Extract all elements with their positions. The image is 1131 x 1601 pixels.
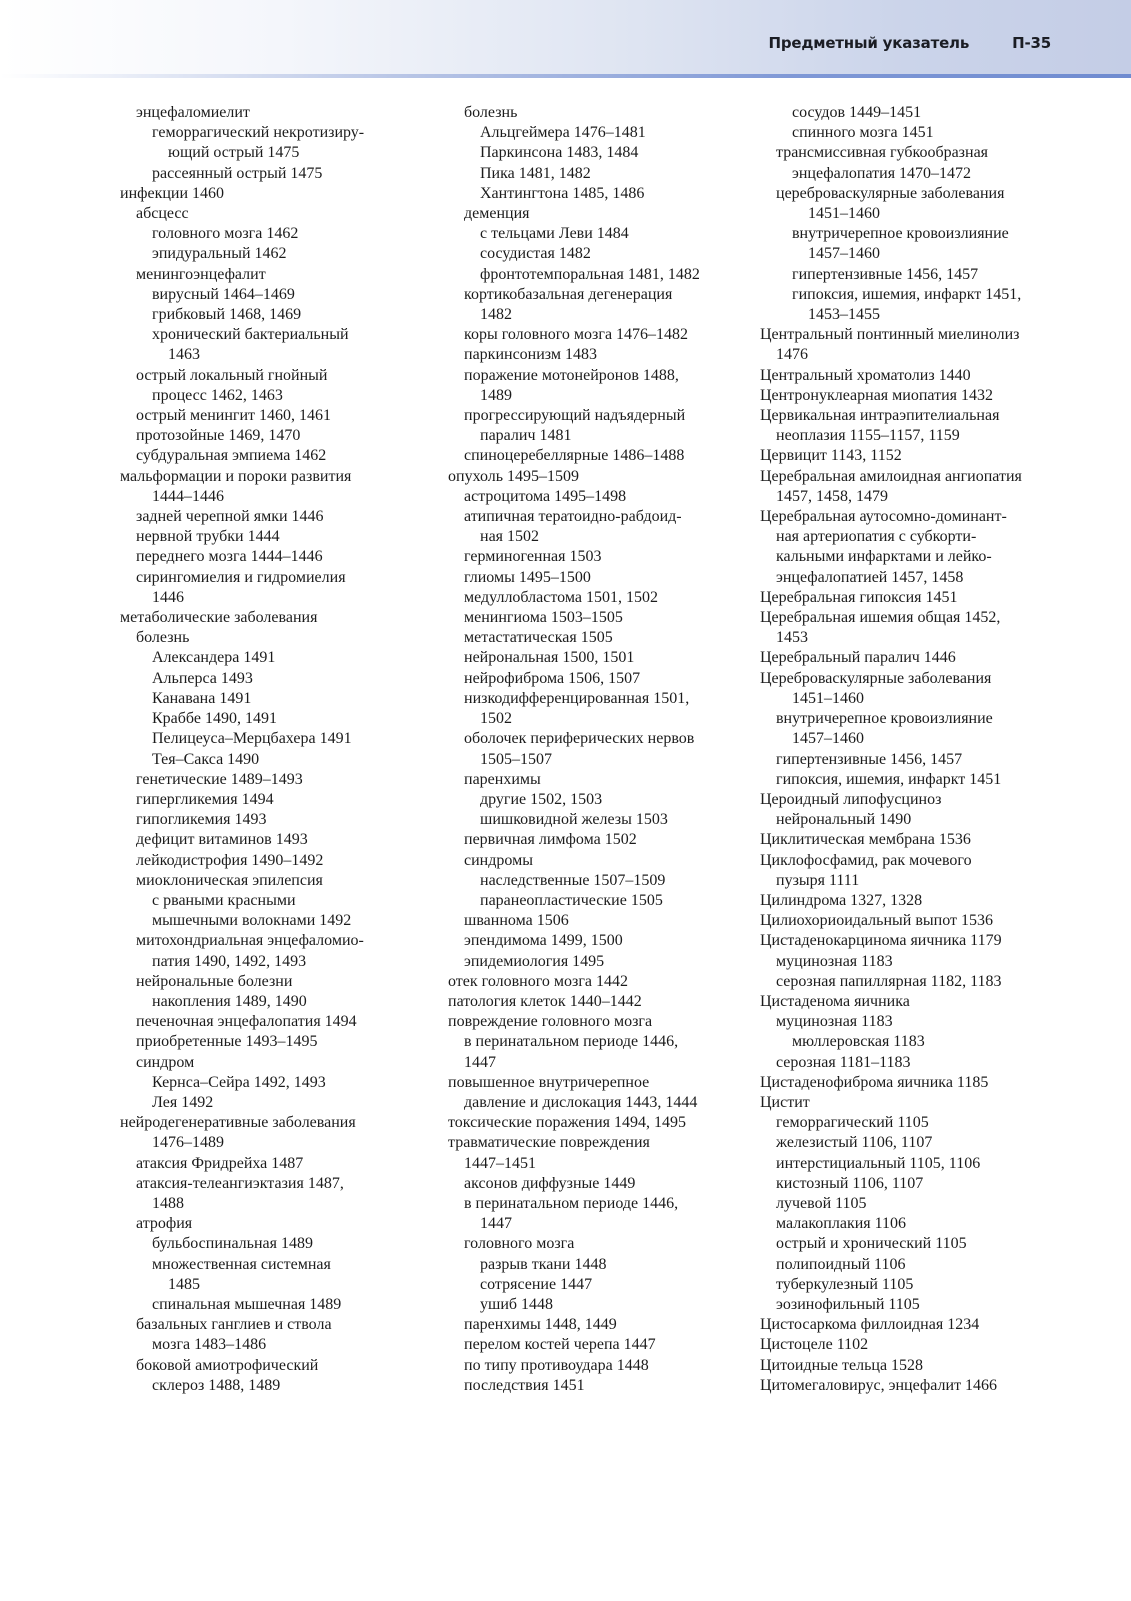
index-entry: Цилиндрома 1327, 1328 <box>760 891 923 909</box>
index-entry: болезнь <box>464 104 518 121</box>
index-entry: атипичная тератоидно-рабдоид- <box>464 508 682 526</box>
index-entry: с рваными красными <box>152 891 296 909</box>
index-entry: Центронуклеарная миопатия 1432 <box>760 386 993 404</box>
index-entry: 1489 <box>480 386 512 404</box>
index-entry: атрофия <box>136 1215 193 1233</box>
index-entry: дефицит витаминов 1493 <box>136 831 308 849</box>
index-entry: шишковидной железы 1503 <box>480 811 668 829</box>
index-entry: Цероидный липофусциноз <box>760 790 942 808</box>
index-entry: первичная лимфома 1502 <box>464 831 637 849</box>
index-entry: нейрональная 1500, 1501 <box>464 649 635 667</box>
running-head <box>768 34 1051 52</box>
index-entry: 1447 <box>464 1053 496 1071</box>
index-entry: Пелицеуса–Мерцбахера 1491 <box>152 730 352 748</box>
index-entry: 1457–1460 <box>808 245 880 263</box>
index-entry: оболочек периферических нервов <box>464 730 695 748</box>
index-entry: шваннома 1506 <box>464 912 569 930</box>
index-entry: менингоэнцефалит <box>136 265 266 283</box>
index-entry: Тея–Сакса 1490 <box>152 750 260 768</box>
index-entry: Лея 1492 <box>152 1093 214 1111</box>
index-entry: печеночная энцефалопатия 1494 <box>136 1013 357 1031</box>
index-entry: Циклитическая мембрана 1536 <box>760 831 971 849</box>
index-entry: Циклофосфамид, рак мочевого <box>760 851 972 869</box>
index-entry: ющий острый 1475 <box>168 144 300 162</box>
index-entry: Церебральная аутосомно-доминант- <box>760 508 1007 526</box>
index-entry: процесс 1462, 1463 <box>152 386 283 404</box>
index-entry: Церебральная амилоидная ангиопатия <box>760 467 1022 485</box>
index-entry: протозойные 1469, 1470 <box>136 427 301 445</box>
index-entry: отек головного мозга 1442 <box>448 972 628 990</box>
index-entry: паркинсонизм 1483 <box>464 346 598 364</box>
index-entry: лейкодистрофия 1490–1492 <box>136 851 324 869</box>
index-entry: кортикобазальная дегенерация <box>464 285 673 303</box>
index-entry: паренхимы <box>464 770 541 788</box>
index-entry: энцефалопатия 1470–1472 <box>792 164 972 182</box>
index-entry: склероз 1488, 1489 <box>152 1376 281 1394</box>
index-entry: миоклоническая эпилепсия <box>136 871 323 889</box>
index-column-1 <box>120 103 432 1396</box>
index-entry: абсцесс <box>136 205 189 223</box>
index-entry: Цервикальная интраэпителиальная <box>760 407 1000 425</box>
index-entry: 1482 <box>480 306 512 324</box>
index-entry: боковой амиотрофический <box>136 1356 319 1374</box>
index-entry: Цереброваскулярные заболевания <box>760 669 992 687</box>
index-entry: Цистосаркома филлоидная 1234 <box>760 1316 980 1334</box>
index-entry: эпендимома 1499, 1500 <box>464 932 623 950</box>
index-entry: Канавана 1491 <box>152 689 252 707</box>
index-entry: патология клеток 1440–1442 <box>448 992 642 1010</box>
index-entry: гипертензивные 1456, 1457 <box>792 265 979 283</box>
index-entry: митохондриальная энцефаломио- <box>136 932 364 950</box>
index-entry: разрыв ткани 1448 <box>480 1255 607 1273</box>
index-entry: гипогликемия 1493 <box>136 811 267 829</box>
index-entry: с тельцами Леви 1484 <box>480 225 629 243</box>
index-entry: аксонов диффузные 1449 <box>464 1174 636 1192</box>
header-rule <box>0 74 1131 78</box>
index-entry: неоплазия 1155–1157, 1159 <box>776 427 960 445</box>
index-entry: Цилиохориоидальный выпот 1536 <box>760 912 993 930</box>
index-entry: Цистоцеле 1102 <box>760 1336 869 1354</box>
index-entry: хронический бактериальный <box>152 326 349 344</box>
index-entry: нейрональные болезни <box>136 972 293 990</box>
index-entry: атаксия Фридрейха 1487 <box>136 1154 304 1172</box>
index-entry: приобретенные 1493–1495 <box>136 1033 318 1051</box>
index-entry: Центральный понтинный миелинолиз <box>760 326 1020 344</box>
index-entry: повреждение головного мозга <box>448 1013 653 1031</box>
index-entry: пузыря 1111 <box>776 871 860 889</box>
index-entry: сотрясение 1447 <box>480 1275 593 1293</box>
index-entry: сирингомиелия и гидромиелия <box>136 568 346 586</box>
index-entry: полипоидный 1106 <box>776 1255 906 1273</box>
index-entry: 1447–1451 <box>464 1154 536 1172</box>
index-entry: в перинатальном периоде 1446, <box>464 1194 679 1212</box>
index-entry: паренхимы 1448, 1449 <box>464 1316 617 1334</box>
index-entry: серозная 1181–1183 <box>776 1053 911 1071</box>
index-entry: повышенное внутричерепное <box>448 1073 650 1091</box>
index-entry: 1457–1460 <box>792 730 864 748</box>
index-entry: метаболические заболевания <box>120 609 318 627</box>
index-entry: геморрагический 1105 <box>776 1114 929 1132</box>
index-entry: трансмиссивная губкообразная <box>776 144 989 162</box>
index-entry: ная 1502 <box>480 528 540 546</box>
index-entry: гипертензивные 1456, 1457 <box>776 750 963 768</box>
index-entry: головного мозга 1462 <box>152 225 299 243</box>
index-entry: острый локальный гнойный <box>136 366 328 384</box>
index-entry: другие 1502, 1503 <box>480 790 603 808</box>
index-entry: перелом костей черепа 1447 <box>464 1336 656 1354</box>
index-entry: гипергликемия 1494 <box>136 790 274 808</box>
index-entry: токсические поражения 1494, 1495 <box>448 1114 686 1132</box>
index-entry: энцефаломиелит <box>136 104 250 121</box>
index-entry: 1451–1460 <box>808 205 880 223</box>
index-entry: менингиома 1503–1505 <box>464 609 623 627</box>
index-entry: Альцгеймера 1476–1481 <box>480 124 646 142</box>
index-entry: болезнь <box>136 629 190 647</box>
index-entry: энцефалопатией 1457, 1458 <box>776 568 964 586</box>
index-entry: прогрессирующий надъядерный <box>464 407 686 425</box>
index-entry: спинного мозга 1451 <box>792 124 934 142</box>
index-entry: нейродегенеративные заболевания <box>120 1114 356 1132</box>
index-entry: Центральный хроматолиз 1440 <box>760 366 971 384</box>
index-entry: Кернса–Сейра 1492, 1493 <box>152 1073 326 1091</box>
index-entry: муцинозная 1183 <box>776 952 893 970</box>
index-entry: 1502 <box>480 710 512 728</box>
index-column-3 <box>760 103 1060 1396</box>
index-entry: герминогенная 1503 <box>464 548 602 566</box>
index-entry: сосудистая 1482 <box>480 245 591 263</box>
index-entry: паралич 1481 <box>480 427 572 445</box>
index-entry: 1476 <box>776 346 808 364</box>
index-entry: острый менингит 1460, 1461 <box>136 407 332 425</box>
index-entry: в перинатальном периоде 1446, <box>464 1033 679 1051</box>
index-entry: грибковый 1468, 1469 <box>152 306 302 324</box>
index-entry: Цистит <box>760 1093 810 1111</box>
index-entry: 1446 <box>152 588 184 606</box>
index-entry: эозинофильный 1105 <box>776 1295 920 1313</box>
index-entry: переднего мозга 1444–1446 <box>136 548 323 566</box>
index-entry: Александера 1491 <box>152 649 276 667</box>
index-entry: Цистаденокарцинома яичника 1179 <box>760 932 1002 950</box>
index-entry: 1453–1455 <box>808 306 880 324</box>
page-number: П-35 <box>1012 34 1051 52</box>
index-entry: Альперса 1493 <box>152 669 253 687</box>
index-entry: ная артериопатия с субкорти- <box>776 528 977 546</box>
index-entry: задней черепной ямки 1446 <box>136 508 324 526</box>
index-entry: 1488 <box>152 1194 184 1212</box>
index-entry: гипоксия, ишемия, инфаркт 1451 <box>776 770 1002 788</box>
index-entry: нейрофиброма 1506, 1507 <box>464 669 641 687</box>
index-entry: низкодифференцированная 1501, <box>464 689 690 707</box>
index-entry: базальных ганглиев и ствола <box>136 1316 332 1334</box>
index-entry: Краббе 1490, 1491 <box>152 710 277 728</box>
index-entry: наследственные 1507–1509 <box>480 871 666 889</box>
index-entry: Паркинсона 1483, 1484 <box>480 144 639 162</box>
index-entry: бульбоспинальная 1489 <box>152 1235 313 1253</box>
index-entry: субдуральная эмпиема 1462 <box>136 447 327 465</box>
index-entry: травматические повреждения <box>448 1134 650 1152</box>
index-entry: мюллеровская 1183 <box>792 1033 925 1051</box>
index-entry: 1451–1460 <box>792 689 864 707</box>
index-entry: фронтотемпоральная 1481, 1482 <box>480 265 700 283</box>
index-entry: цереброваскулярные заболевания <box>776 184 1005 202</box>
index-entry: 1447 <box>480 1215 512 1233</box>
index-entry: 1444–1446 <box>152 487 224 505</box>
index-entry: поражение мотонейронов 1488, <box>464 366 679 384</box>
index-entry: малакоплакия 1106 <box>776 1215 907 1233</box>
index-entry: множественная системная <box>152 1255 331 1273</box>
index-entry: деменция <box>464 205 530 223</box>
index-entry: Цистаденома яичника <box>760 992 910 1010</box>
index-entry: Цервицит 1143, 1152 <box>760 447 902 465</box>
index-entry: вирусный 1464–1469 <box>152 285 295 303</box>
index-entry: спиноцеребеллярные 1486–1488 <box>464 447 685 465</box>
index-column-2 <box>448 103 748 1396</box>
index-entry: мальформации и пороки развития <box>120 467 352 485</box>
index-entry: лучевой 1105 <box>776 1194 867 1212</box>
index-entry: генетические 1489–1493 <box>136 770 303 788</box>
index-entry: Хантингтона 1485, 1486 <box>480 184 645 202</box>
index-entry: атаксия-телеангиэктазия 1487, <box>136 1174 344 1192</box>
index-entry: Церебральная ишемия общая 1452, <box>760 609 1001 627</box>
index-entry: опухоль 1495–1509 <box>448 467 580 485</box>
index-entry: синдромы <box>464 851 533 869</box>
index-entry: астроцитома 1495–1498 <box>464 487 627 505</box>
index-entry: накопления 1489, 1490 <box>152 992 307 1010</box>
index-entry: медуллобластома 1501, 1502 <box>464 588 658 606</box>
index-entry: мышечными волокнами 1492 <box>152 912 352 930</box>
index-entry: инфекции 1460 <box>120 184 225 202</box>
index-entry: внутричерепное кровоизлияние <box>792 225 1009 243</box>
index-entry: метастатическая 1505 <box>464 629 613 647</box>
index-entry: туберкулезный 1105 <box>776 1275 914 1293</box>
index-entry: гипоксия, ишемия, инфаркт 1451, <box>792 285 1022 303</box>
index-entry: 1505–1507 <box>480 750 552 768</box>
index-entry: кальными инфарктами и лейко- <box>776 548 992 566</box>
index-entry: интерстициальный 1105, 1106 <box>776 1154 981 1172</box>
index-entry: Цистаденофиброма яичника 1185 <box>760 1073 989 1091</box>
index-entry: Цитомегаловирус, энцефалит 1466 <box>760 1376 998 1394</box>
index-entry: сосудов 1449–1451 <box>792 104 922 121</box>
index-entry: паранеопластические 1505 <box>480 891 663 909</box>
index-entry: синдром <box>136 1053 195 1071</box>
index-entry: эпидемиология 1495 <box>464 952 605 970</box>
index-entry: эпидуральный 1462 <box>152 245 287 263</box>
index-entry: патия 1490, 1492, 1493 <box>152 952 307 970</box>
index-entry: коры головного мозга 1476–1482 <box>464 326 689 344</box>
index-entry: 1457, 1458, 1479 <box>776 487 888 505</box>
index-entry: по типу противоудара 1448 <box>464 1356 649 1374</box>
running-head-title: Предметный указатель <box>768 34 970 52</box>
index-entry: Пика 1481, 1482 <box>480 164 591 182</box>
index-entry: нервной трубки 1444 <box>136 528 280 546</box>
index-entry: Церебральный паралич 1446 <box>760 649 956 667</box>
index-entry: последствия 1451 <box>464 1376 585 1394</box>
index-entry: рассеянный острый 1475 <box>152 164 323 182</box>
index-entry: 1476–1489 <box>152 1134 224 1152</box>
index-entry: Цитоидные тельца 1528 <box>760 1356 924 1374</box>
index-entry: ушиб 1448 <box>480 1295 554 1313</box>
index-entry: давление и дислокация 1443, 1444 <box>464 1093 698 1111</box>
index-entry: внутричерепное кровоизлияние <box>776 710 993 728</box>
index-entry: серозная папиллярная 1182, 1183 <box>776 972 1002 990</box>
index-entry: 1485 <box>168 1275 200 1293</box>
index-entry: спинальная мышечная 1489 <box>152 1295 342 1313</box>
index-entry: геморрагический некротизиру- <box>152 124 365 142</box>
index-entry: железистый 1106, 1107 <box>776 1134 933 1152</box>
index-entry: глиомы 1495–1500 <box>464 568 591 586</box>
index-entry: Церебральная гипоксия 1451 <box>760 588 958 606</box>
index-entry: 1463 <box>168 346 200 364</box>
index-entry: нейрональный 1490 <box>776 811 912 829</box>
index-entry: острый и хронический 1105 <box>776 1235 967 1253</box>
index-entry: кистозный 1106, 1107 <box>776 1174 924 1192</box>
index-entry: 1453 <box>776 629 808 647</box>
index-entry: муцинозная 1183 <box>776 1013 893 1031</box>
index-entry: головного мозга <box>464 1235 575 1253</box>
index-entry: мозга 1483–1486 <box>152 1336 267 1354</box>
